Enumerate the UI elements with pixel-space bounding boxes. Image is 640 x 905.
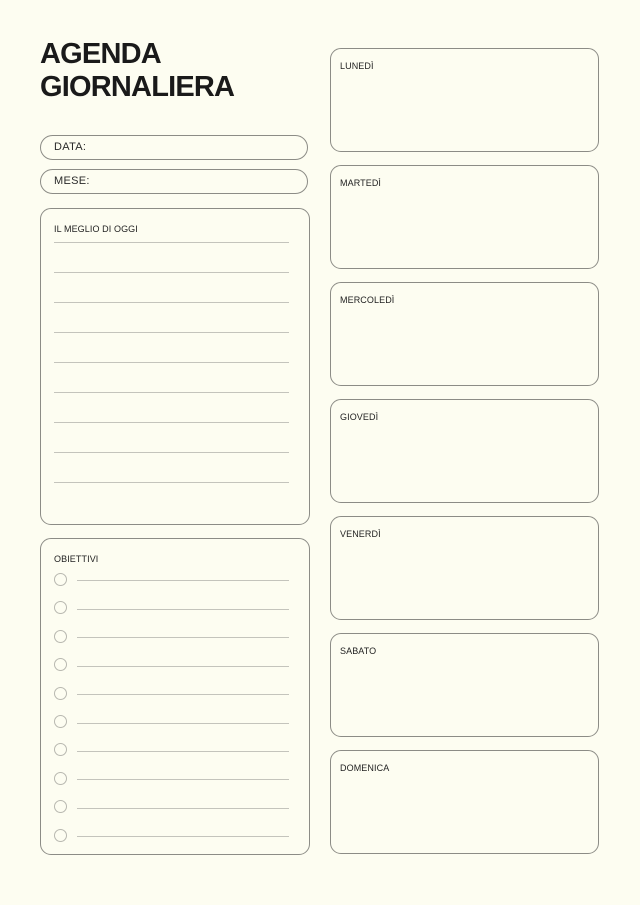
date-field[interactable] (40, 135, 308, 160)
title-line-2: GIORNALIERA (40, 71, 235, 103)
best-of-today-box[interactable] (40, 208, 310, 525)
day-label: LUNEDÌ (340, 61, 374, 71)
day-label: MERCOLEDÌ (340, 295, 395, 305)
day-label: DOMENICA (340, 763, 390, 773)
writing-line (54, 392, 289, 393)
goal-checkbox[interactable] (54, 772, 67, 785)
goal-line (77, 808, 289, 809)
goal-checkbox[interactable] (54, 715, 67, 728)
goal-checkbox[interactable] (54, 630, 67, 643)
writing-line (54, 242, 289, 243)
goal-checkbox[interactable] (54, 573, 67, 586)
month-label: MESE: (54, 175, 90, 187)
month-field[interactable] (40, 169, 308, 194)
day-label: VENERDÌ (340, 529, 381, 539)
writing-line (54, 362, 289, 363)
day-box-sunday[interactable] (330, 750, 599, 854)
goals-box[interactable] (40, 538, 310, 855)
goal-line (77, 751, 289, 752)
goal-checkbox[interactable] (54, 601, 67, 614)
goal-checkbox[interactable] (54, 658, 67, 671)
goal-line (77, 836, 289, 837)
goals-label: OBIETTIVI (54, 554, 99, 564)
writing-line (54, 302, 289, 303)
writing-line (54, 272, 289, 273)
writing-line (54, 482, 289, 483)
date-label: DATA: (54, 141, 87, 153)
day-box-friday[interactable] (330, 516, 599, 620)
writing-line (54, 452, 289, 453)
page-title (40, 38, 234, 104)
best-of-today-label: IL MEGLIO DI OGGI (54, 224, 138, 234)
goal-checkbox[interactable] (54, 743, 67, 756)
goal-line (77, 637, 289, 638)
goal-line (77, 779, 289, 780)
goal-checkbox[interactable] (54, 829, 67, 842)
goal-line (77, 694, 289, 695)
goal-checkbox[interactable] (54, 687, 67, 700)
day-box-monday[interactable] (330, 48, 599, 152)
day-label: SABATO (340, 646, 377, 656)
day-label: MARTEDÌ (340, 178, 382, 188)
writing-line (54, 422, 289, 423)
day-box-saturday[interactable] (330, 633, 599, 737)
day-label: GIOVEDÌ (340, 412, 379, 422)
goal-line (77, 609, 289, 610)
day-box-thursday[interactable] (330, 399, 599, 503)
day-box-tuesday[interactable] (330, 165, 599, 269)
goal-line (77, 580, 289, 581)
title-line-1: AGENDA (40, 38, 161, 70)
goal-checkbox[interactable] (54, 800, 67, 813)
day-box-wednesday[interactable] (330, 282, 599, 386)
goal-line (77, 723, 289, 724)
writing-line (54, 332, 289, 333)
goal-line (77, 666, 289, 667)
